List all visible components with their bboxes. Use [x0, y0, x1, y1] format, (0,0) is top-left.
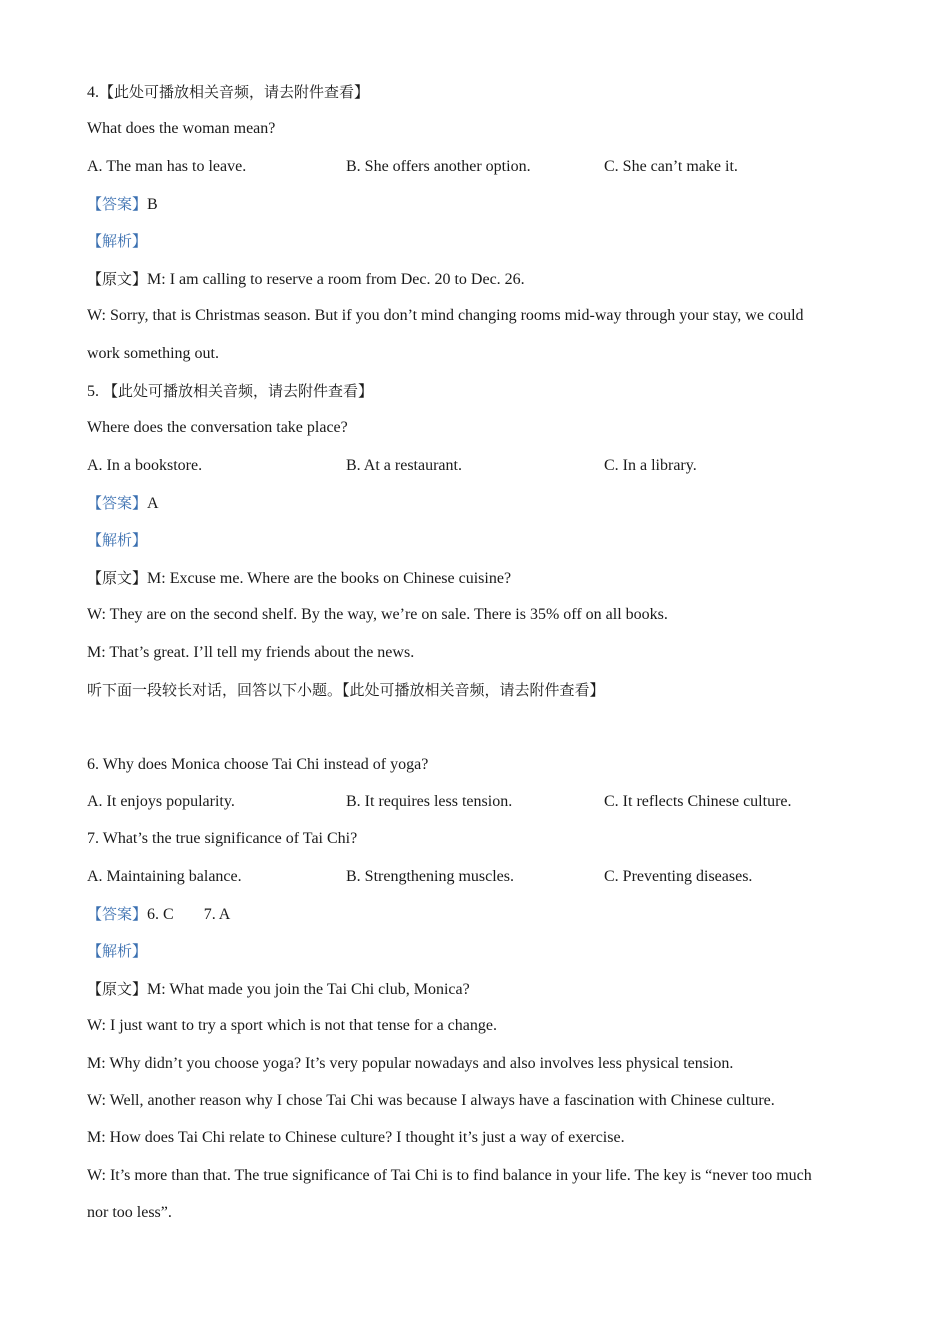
q4-transcript-line: work something out. [87, 345, 219, 362]
q4-question: What does the woman mean? [87, 120, 276, 137]
q67-transcript-line: W: Well, another reason why I chose Tai Chi was because I always have a fascination with Chinese culture. [87, 1092, 775, 1109]
q7-option-c: C. Preventing diseases. [604, 868, 753, 885]
transcript-text: M: I am calling to reserve a room from Dec. 20 to Dec. 26. [147, 271, 525, 288]
q5-answer-value: A [147, 495, 159, 512]
analysis-tag: 【解析】 [87, 531, 148, 549]
q5-number: 5. [87, 383, 99, 400]
answer-tag: 【答案】 [87, 195, 148, 213]
q6-option-b: B. It requires less tension. [346, 793, 513, 810]
q67-transcript-line [87, 979, 470, 1000]
q4-option-b: B. She offers another option. [346, 158, 531, 175]
q4-option-c: C. She can’t make it. [604, 158, 738, 175]
q4-option-a: A. The man has to leave. [87, 158, 247, 175]
q4-transcript-line [87, 269, 525, 290]
q67-transcript-line: W: I just want to try a sport which is not that tense for a change. [87, 1017, 497, 1034]
q5-transcript-line [87, 568, 511, 589]
q5-question: Where does the conversation take place? [87, 419, 348, 436]
q67-answer [87, 904, 230, 925]
transcript-tag: 【原文】 [87, 270, 148, 288]
q67-transcript-line: nor too less”. [87, 1204, 172, 1221]
q7-option-b: B. Strengthening muscles. [346, 868, 514, 885]
transcript-tag: 【原文】 [87, 980, 148, 998]
q7-options [87, 867, 847, 887]
q7-answer-value: 7. A [203, 906, 231, 923]
q67-transcript-line: M: Why didn’t you choose yoga? It’s very popular nowadays and also involves less physical tension. [87, 1055, 734, 1072]
q5-answer [87, 493, 159, 514]
q7-option-a: A. Maintaining balance. [87, 868, 242, 885]
q5-option-a: A. In a bookstore. [87, 457, 203, 474]
q6-question: 6. Why does Monica choose Tai Chi instead of yoga? [87, 756, 429, 773]
q5-option-c: C. In a library. [604, 457, 697, 474]
answer-tag: 【答案】 [87, 905, 148, 923]
q4-answer-value: B [147, 196, 158, 213]
q5-transcript-line: M: That’s great. I’ll tell my friends about the news. [87, 644, 415, 661]
section-intro: 听下面一段较长对话，回答以下小题。【此处可播放相关音频，请去附件查看】 [87, 681, 605, 699]
q6-options [87, 792, 847, 812]
transcript-tag: 【原文】 [87, 569, 148, 587]
q4-options [87, 157, 847, 177]
q4-header [87, 82, 369, 103]
q6-answer-value: 6. C [147, 906, 174, 923]
q7-question: 7. What’s the true significance of Tai Chi? [87, 830, 358, 847]
q4-answer [87, 194, 158, 215]
transcript-text: M: Excuse me. Where are the books on Chinese cuisine? [147, 570, 512, 587]
q6-option-c: C. It reflects Chinese culture. [604, 793, 792, 810]
transcript-text: M: What made you join the Tai Chi club, Monica? [147, 981, 470, 998]
q6-option-a: A. It enjoys popularity. [87, 793, 235, 810]
q4-transcript-line: W: Sorry, that is Christmas season. But if you don’t mind changing rooms mid-way through your stay, we could [87, 307, 804, 324]
q5-header [87, 381, 373, 402]
q5-option-b: B. At a restaurant. [346, 457, 462, 474]
q4-audio-note: 【此处可播放相关音频，请去附件查看】 [99, 83, 370, 101]
analysis-tag: 【解析】 [87, 942, 148, 960]
q5-transcript-line: W: They are on the second shelf. By the way, we’re on sale. There is 35% off on all books. [87, 606, 668, 623]
q67-transcript-line: W: It’s more than that. The true significance of Tai Chi is to find balance in your life. The key is “never too much [87, 1167, 812, 1184]
answer-tag: 【答案】 [87, 494, 148, 512]
q67-transcript-line: M: How does Tai Chi relate to Chinese culture? I thought it’s just a way of exercise. [87, 1129, 625, 1146]
q5-audio-note: 【此处可播放相关音频，请去附件查看】 [103, 382, 374, 400]
q4-number: 4. [87, 84, 99, 101]
analysis-tag: 【解析】 [87, 232, 148, 250]
q5-options [87, 456, 847, 476]
